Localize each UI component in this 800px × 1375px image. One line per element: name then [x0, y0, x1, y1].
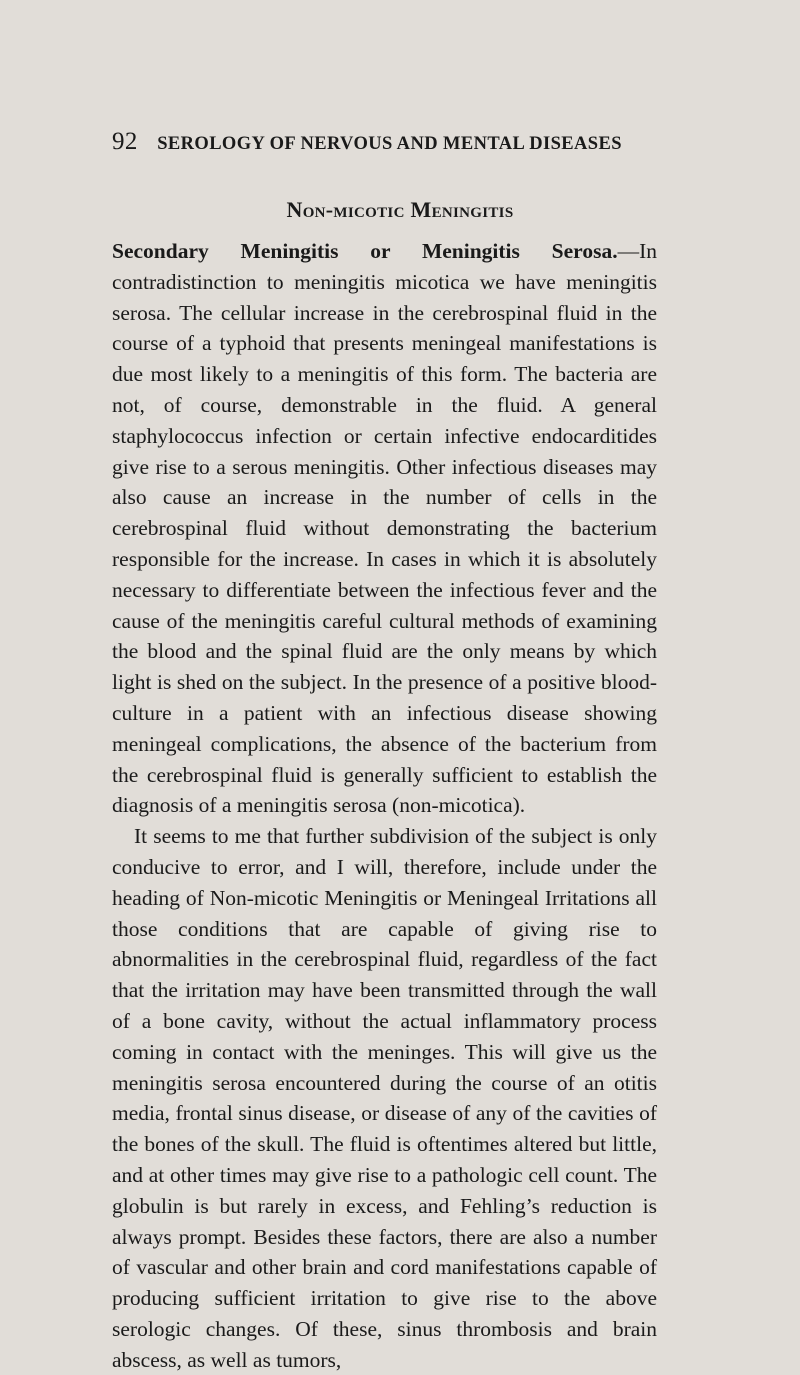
- paragraph-2: [112, 821, 657, 1375]
- paragraph-text: —In contradistinction to meningitis micotica we have meningitis serosa. The cellular increase in the cerebrospinal fluid in the course of a typhoid that presents meningeal manifestations is due most likely to a meningitis of this form. The bacteria are not, of course, demonstrable in the fluid. A general staphylococcus infection or certain infective endocarditides give rise to a serous meningitis. Other infectious diseases may also cause an increase in the number of cells in the cerebrospinal fluid without demonstrating the bacterium responsible for the increase. In cases in which it is absolutely necessary to differentiate between the infectious fever and the cause of the meningitis careful cultural methods of examining the blood and the spinal fluid are the only means by which light is shed on the subject. In the presence of a positive blood-culture in a patient with an infectious disease showing meningeal complications, the absence of the bacterium from the cerebrospinal fluid is generally sufficient to establish the diagnosis of a meningitis serosa (non-micotica).: [112, 239, 657, 818]
- paragraph-lead-in: Secondary Meningitis or Meningitis Serosa.: [112, 239, 618, 263]
- running-title: SEROLOGY OF NERVOUS AND MENTAL DISEASES: [157, 134, 622, 154]
- running-header: [112, 128, 672, 156]
- paragraph-text: It seems to me that further subdivision of the subject is only conducive to error, and I will, therefore, include under the heading of Non-micotic Meningitis or Meningeal Irritations all those conditions that are capable of giving rise to abnormalities in the cerebrospinal fluid, regardless of the fact that the irritation may have been transmitted through the wall of a bone cavity, without the actual inflammatory process coming in contact with the meninges. This will give us the meningitis serosa encountered during the course of an otitis media, frontal sinus disease, or disease of any of the cavities of the bones of the skull. The fluid is oftentimes altered but little, and at other times may give rise to a pathologic cell count. The globulin is but rarely in excess, and Fehling’s reduction is always prompt. Besides these factors, there are also a number of vascular and other brain and cord manifestations capable of producing sufficient irritation to give rise to the above serologic changes. Of these, sinus thrombosis and brain abscess, as well as tumors,: [112, 824, 657, 1372]
- body-text: [112, 236, 657, 1375]
- paragraph-1: [112, 236, 657, 821]
- section-heading: Non-micotic Meningitis: [286, 197, 514, 222]
- page-number: 92: [112, 128, 138, 155]
